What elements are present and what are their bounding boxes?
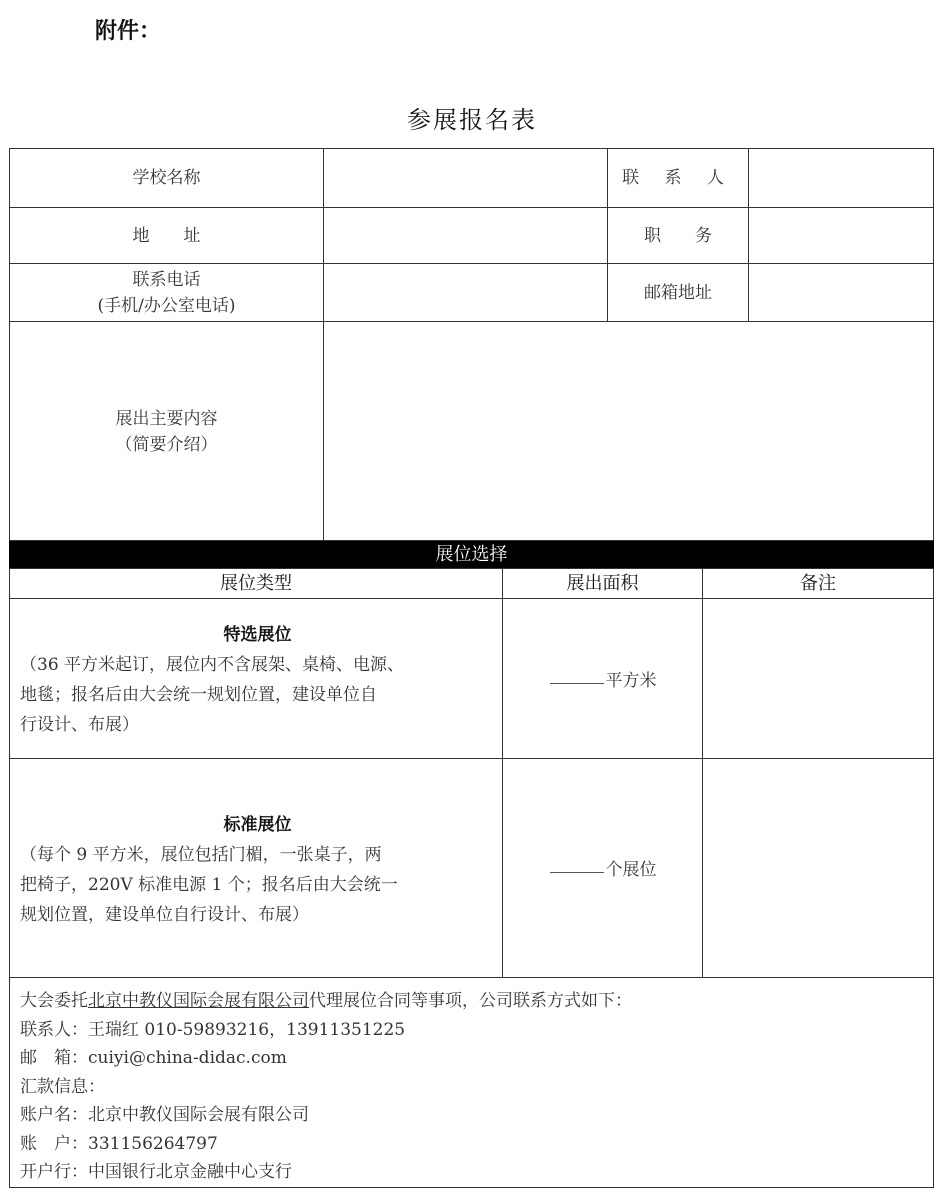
email-field[interactable] [749, 264, 933, 321]
col-header-area: 展出面积 [566, 573, 639, 594]
company-link[interactable]: 北京中教仪国际会展有限公司 [88, 991, 309, 1011]
position-field[interactable] [749, 208, 933, 263]
contact-line: 联系人：王瑞红 010-59893216，13911351225 [20, 1019, 406, 1040]
account-name-line: 账户名：北京中教仪国际会展有限公司 [20, 1105, 309, 1125]
standard-booth-count-field[interactable]: 个展位 [503, 855, 703, 880]
form-title: 参展报名表 [407, 106, 537, 134]
school-name-field[interactable] [324, 149, 607, 207]
standard-booth-description: 标准展位 （每个 9 平方米，展位包括门楣，一张桌子，两 把椅子，220V 标准电源 1 个；报名后由大会统一 规划位置，建设单位自行设计、布展） [20, 810, 495, 930]
special-booth-note-field[interactable] [703, 599, 933, 758]
intro-line: 大会委托北京中教仪国际会展有限公司代理展位合同等事项，公司联系方式如下： [20, 991, 632, 1011]
col-header-note: 备注 [800, 573, 836, 594]
booth-section-title: 展位选择 [9, 541, 934, 568]
special-booth-title: 特选展位 [223, 625, 292, 645]
phone-label: 联系电话 (手机/办公室电话) [97, 269, 236, 316]
phone-field[interactable] [324, 264, 607, 321]
attachment-label: 附件： [95, 19, 162, 44]
email-line: 邮 箱：cuiyi@china-didac.com [20, 1048, 287, 1068]
special-booth-description: 特选展位 （36 平方米起订，展位内不含展架、桌椅、电源、 地毯；报名后由大会统一规划位置，建设单位自 行设计、布展） [20, 620, 495, 740]
email-label: 邮箱地址 [644, 282, 712, 303]
col-header-type: 展位类型 [220, 573, 292, 594]
col-divider [502, 568, 503, 978]
exhibit-content-label: 展出主要内容 （简要介绍） [115, 408, 218, 455]
position-label: 职 务 [644, 225, 712, 246]
account-number-line: 账 户：331156264797 [20, 1133, 218, 1154]
standard-booth-note-field[interactable] [703, 759, 933, 977]
remit-line: 汇款信息： [20, 1076, 105, 1097]
school-name-label: 学校名称 [132, 168, 201, 188]
address-field[interactable] [324, 208, 607, 263]
standard-booth-title: 标准展位 [223, 815, 292, 835]
bank-line: 开户行：中国银行北京金融中心支行 [20, 1162, 292, 1182]
exhibit-content-field[interactable] [324, 322, 933, 541]
address-label: 地 址 [132, 225, 201, 246]
organizer-info [20, 987, 632, 1187]
contact-person-field[interactable] [749, 149, 933, 207]
special-booth-area-field[interactable]: 平方米 [503, 666, 703, 691]
contact-person-label: 联 系 人 [622, 168, 734, 188]
